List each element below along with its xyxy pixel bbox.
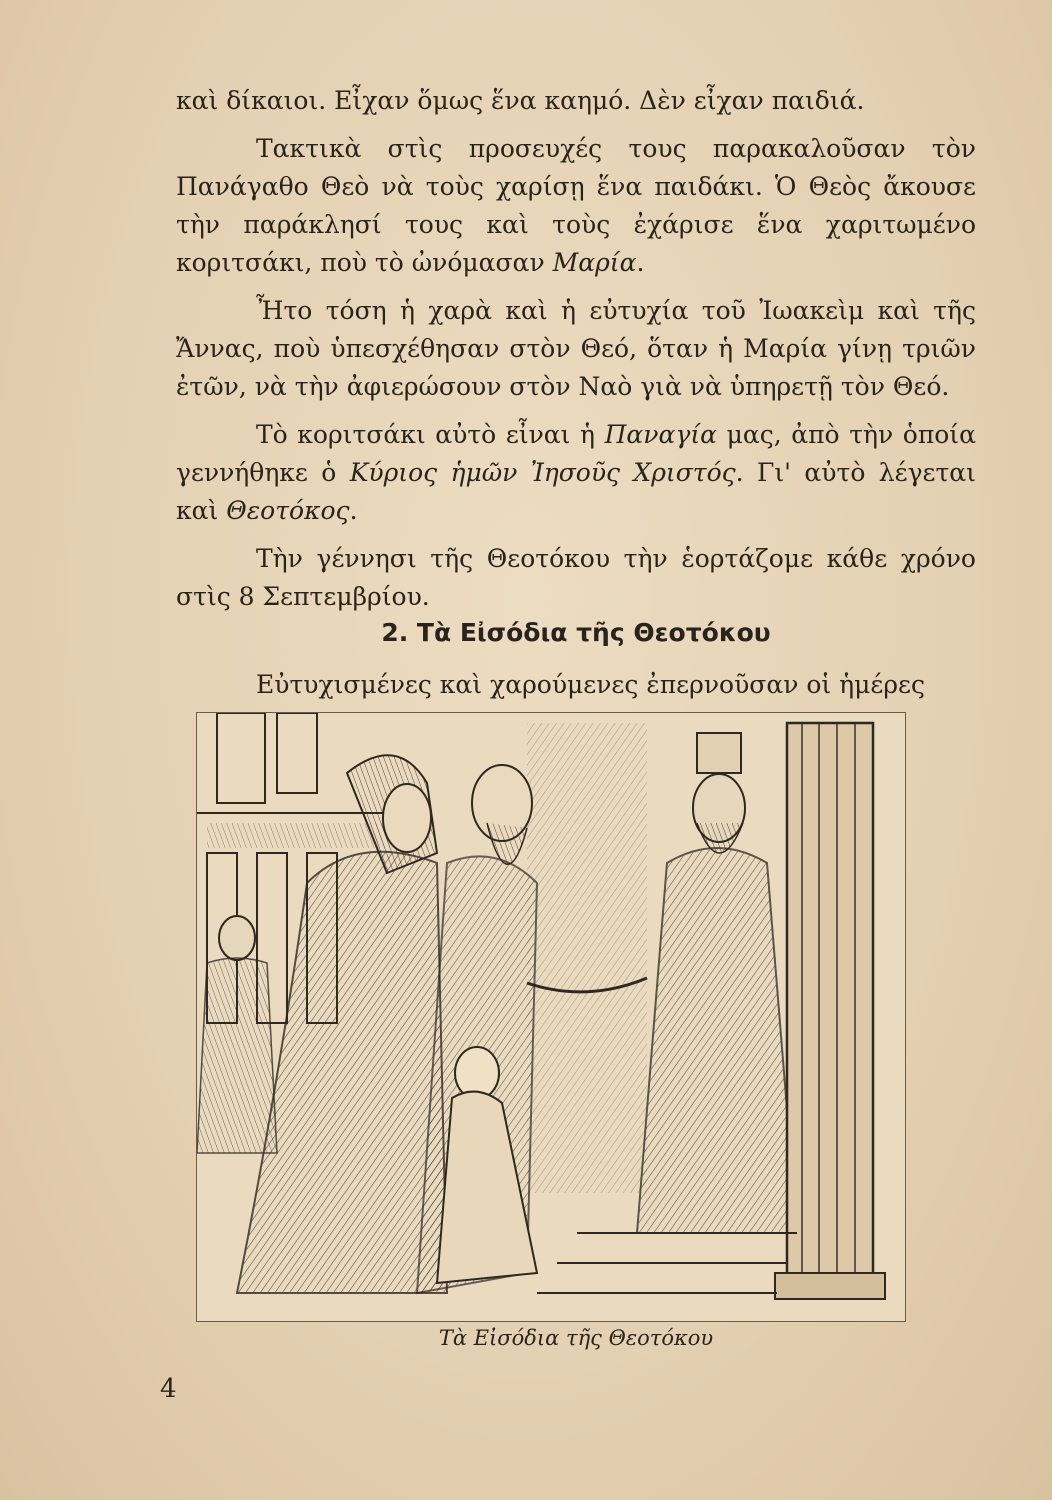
text-span: . bbox=[349, 496, 358, 525]
text-span: Τὸ κοριτσάκι αὐτὸ εἶναι ἡ bbox=[256, 420, 605, 449]
text-span: καὶ δίκαιοι. Εἶχαν ὅμως ἕνα καημό. Δὲν εἶχαν παιδιά. bbox=[176, 86, 865, 115]
paragraph-5 bbox=[176, 540, 976, 616]
paragraph-3 bbox=[176, 292, 976, 406]
text-span: Τακτικὰ στὶς προσευχές τους παρακαλοῦσαν τὸν Πανάγαθο Θεὸ νὰ τοὺς χαρίσῃ ἕνα παιδάκι. Ὁ Θεὸς ἄκουσε τὴν παράκλησί τους καὶ τοὺς ἐχάρισε ἕνα χαριτωμένο κοριτσάκι, ποὺ τὸ ὠνόμασαν bbox=[176, 134, 976, 277]
paragraph-4 bbox=[176, 416, 976, 530]
paragraph-2 bbox=[176, 130, 976, 282]
illustration-presentation-of-theotokos bbox=[196, 712, 906, 1322]
italic-name: Θεοτόκος bbox=[226, 496, 350, 525]
italic-name: Μαρία bbox=[552, 248, 637, 277]
text-span: . Γι' αὐτὸ λέγεται καὶ bbox=[176, 458, 976, 525]
priest-figure bbox=[637, 733, 797, 1233]
background-figure bbox=[197, 916, 277, 1153]
figure-caption: Τὰ Εἰσόδια τῆς Θεοτόκου bbox=[438, 1326, 714, 1350]
temple-steps bbox=[537, 1233, 797, 1293]
page-number: 4 bbox=[160, 1374, 177, 1404]
text-span: μας, ἀπὸ τὴν ὁποία γεννήθηκε ὁ bbox=[176, 420, 976, 487]
paragraph-1 bbox=[176, 82, 976, 120]
text-span: . bbox=[636, 248, 645, 277]
section-heading: 2. Τὰ Εἰσόδια τῆς Θεοτόκου bbox=[381, 618, 771, 647]
foreground-column bbox=[775, 723, 885, 1299]
italic-name: Παναγία bbox=[604, 420, 717, 449]
body-text bbox=[176, 82, 976, 626]
italic-name: Κύριος ἡμῶν Ἰησοῦς Χριστός bbox=[349, 458, 736, 487]
paragraph-after-heading: Εὐτυχισμένες καὶ χαρούμενες ἐπερνοῦσαν οἱ ἡμέρες bbox=[256, 670, 925, 699]
engraving-illustration bbox=[197, 713, 905, 1321]
text-span: Ἦτο τόση ἡ χαρὰ καὶ ἡ εὐτυχία τοῦ Ἰωακεὶμ καὶ τῆς Ἄννας, ποὺ ὑπεσχέθησαν στὸν Θεό, ὅταν ἡ Μαρία γίνῃ τριῶν ἐτῶν, νὰ τὴν ἀφιερώσουν στὸν Ναὸ γιὰ νὰ ὑπηρετῇ τὸν Θεό. bbox=[176, 296, 976, 401]
text-span: Τὴν γέννησι τῆς Θεοτόκου τὴν ἑορτάζομε κάθε χρόνο στὶς 8 Σεπτεμβρίου. bbox=[176, 544, 976, 611]
